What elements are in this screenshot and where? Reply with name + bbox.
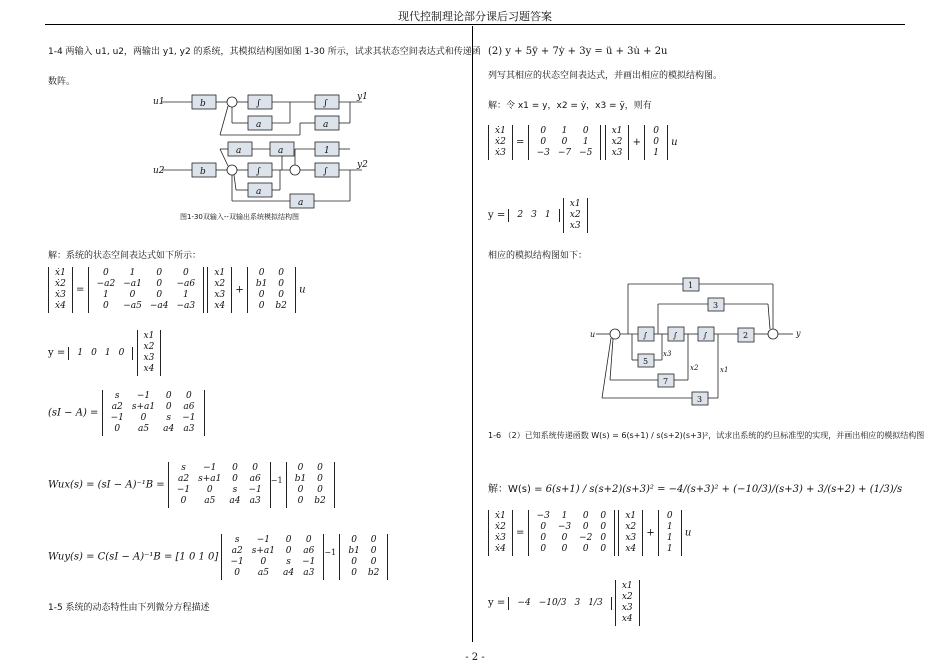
matrix-A: 0 1 0 0 −a2 −a1 0 −a6 1 0 0 1 0 −a5 −a4 −a3 [88,267,205,313]
column-divider [472,26,473,642]
sum-junction-2 [227,165,237,175]
label-a6: a [278,146,284,156]
matrix-C: 1 0 1 0 [68,347,133,360]
label-a2: a [323,120,329,130]
page-header-title: 现代控制理论部分课后习题答案 [398,10,552,23]
jordan-state-equation: ẋ1 ẋ2 ẋ3 ẋ4 = −3 1 0 0 0 −3 0 0 0 0 −2 0 0 0 0 0 x1 x2 x3 x4 + 0 1 1 1 u [488,510,691,556]
problem-1-4-line1: 1-4 两输入 u1, u2，两输出 y1, y2 的系统，其模拟结构图如图 1-30 所示，试求其状态空间表达式和传递函 [48,47,481,57]
problem-1-6: 1-6 （2）已知系统传递函数 W(s) = 6(s+1) / s(s+2)(s+3)²，试求出系统的约旦标准型的实现，并画出相应的模拟结构图 [488,431,925,440]
matrix-BJ: 0 1 1 1 [658,510,682,556]
problem-1-5: 1-5 系统的动态特性由下列微分方程描述 [48,603,210,613]
state-equation: ẋ1 ẋ2 ẋ3 ẋ4 = 0 1 0 0 −a2 −a1 0 −a6 1 0 0 1 0 −a5 −a4 −a3 x1 x2 x3 x4 + 0 0 b1 0 0 0 0 b2 u [48,267,306,313]
input-u: u [299,284,306,296]
sim-int-a: ∫ [643,331,648,340]
label-u1: u1 [153,97,165,107]
matrix-CJ: −4 −10/3 3 1/3 [508,597,611,610]
sum-junction-input [610,329,620,339]
Wux-label: Wux(s) = (sI − A)⁻¹B = [48,479,165,491]
jordan-output-equation: y = −4 −10/3 3 1/3 x1 x2 x3 x4 [488,580,640,626]
sum-junction-1 [227,97,237,107]
sim-int-c: ∫ [703,331,708,340]
sI-minus-A [48,390,205,436]
xdot-3: ẋ3 [55,290,66,300]
state-equation-2: ẋ1 ẋ2 ẋ3 = 0 1 0 0 0 1 −3 −7 −5 x1 x2 x3 + 0 0 1 u [488,125,678,160]
sim-gain-7: 7 [663,377,669,386]
label-int-1: ∫ [256,99,261,109]
label-int-2: ∫ [323,99,328,109]
matrix-A2: 0 1 0 0 0 1 −3 −7 −5 [528,125,602,160]
sum-junction-3 [290,165,300,175]
output-equation [48,330,161,376]
sim-state-x1: x1 [720,366,729,374]
partial-fraction-expansion [488,480,902,495]
page-number: - 2 - [465,652,485,663]
p16-expansion: 6(s+1) / s(s+2)(s+3)² = −4/(s+3)² + (−10/3)/(s+3) + 3/(s+2) + (1/3)/s [545,484,903,495]
sim-label-u: u [590,330,596,339]
solution-intro: 解：系统的状态空间表达式如下所示： [48,251,202,261]
figure-1-30-caption: 图1-30双输入--双输出系统模拟结构图 [180,213,299,221]
label-int-4: ∫ [323,167,328,177]
matrix-B2: 0 0 1 [644,125,668,160]
label-a5: a [236,146,242,156]
sim-gain-2: 2 [743,331,749,340]
state-vector-x: x1 x2 x3 x4 [207,267,232,313]
matrix-sI-A: s −1 0 0 a2 s+a1 0 a6 −1 0 s −1 0 a5 a4 a3 [102,390,205,436]
matrix-Wuy-inner: s −1 0 0 a2 s+a1 0 a6 −1 0 s −1 0 a5 a4 a3 [221,534,324,580]
sim-gain-3b: 3 [697,395,703,404]
xdot-2: ẋ2 [55,279,66,289]
sim-state-x3: x3 [663,350,672,358]
label-b1: b [200,99,206,109]
output-state-vector: x1 x2 x3 x4 [137,330,162,376]
label-y2: y2 [357,160,368,170]
label-int-3: ∫ [256,167,261,177]
matrix-B: 0 0 b1 0 0 0 0 b2 [247,267,296,313]
xdot-4: ẋ4 [55,301,66,311]
header-divider [45,24,905,25]
sum-junction-output [768,329,778,339]
label-b2: b [200,167,206,177]
sIA-label: (sI − A) = [48,407,99,419]
y-equals: y = [48,347,66,359]
label-u2: u2 [153,166,165,176]
label-a4: a [256,187,262,197]
problem-1-4-line2: 数阵。 [48,77,76,87]
label-a3: a [298,198,304,208]
matrix-Wux-inner: s −1 0 0 a2 s+a1 0 a6 −1 0 s −1 0 a5 a4 a3 [168,462,271,508]
matrix-Wux-B: 0 0 b1 0 0 0 0 b2 [286,462,335,508]
simulation-block-diagram [588,272,808,412]
matrix-J: −3 1 0 0 0 −3 0 0 0 0 −2 0 0 0 0 0 [528,510,616,556]
label-one: 1 [324,146,330,156]
sim-state-x2: x2 [690,364,699,372]
transfer-Wux: Wux(s) = (sI − A)⁻¹B = s −1 0 0 a2 s+a1 0 a6 −1 0 s −1 0 a5 a4 a3 $^{-1}$ 0 0 b1 0 0 0 0 b2 [48,462,335,508]
xdot-1: ẋ1 [55,268,66,278]
label-y1: y1 [357,92,368,102]
output-equation-2: y = 2 3 1 x1 x2 x3 [488,198,588,233]
transfer-Wuy: Wuy(s) = C(sI − A)⁻¹B = [1 0 1 0] s −1 0 0 a2 s+a1 0 a6 −1 0 s −1 0 a5 a4 a3 $^{-1}$ 0 0 b1 0 0 0 0 b2 [48,534,388,580]
simulation-intro: 相应的模拟结构图如下： [488,251,588,261]
label-a1: a [256,120,262,130]
sim-label-y: y [796,329,801,338]
Wuy-label: Wuy(s) = C(sI − A)⁻¹B = [1 0 1 0] [48,551,219,563]
differential-equation-2: (2) y + 5ÿ + 7ẏ + 3y = ü + 3u̇ + 2u [488,46,668,57]
fig-1-30-block-diagram [150,90,370,212]
sim-gain-3: 3 [713,301,719,310]
eq2-prompt: 列写其相应的状态空间表达式，并画出相应的模拟结构图。 [488,71,723,81]
p16-solution-label: 解：W(s) = [488,484,543,495]
sim-gain-5: 5 [643,357,649,366]
matrix-C2: 2 3 1 [508,209,559,222]
matrix-Wuy-B: 0 0 b1 0 0 0 0 b2 [339,534,388,580]
sim-gain-1: 1 [688,281,694,290]
sim-int-b: ∫ [673,331,678,340]
solution-let: 解：令 x1 = y，x2 = ẏ，x3 = ÿ，则有 [488,101,652,111]
